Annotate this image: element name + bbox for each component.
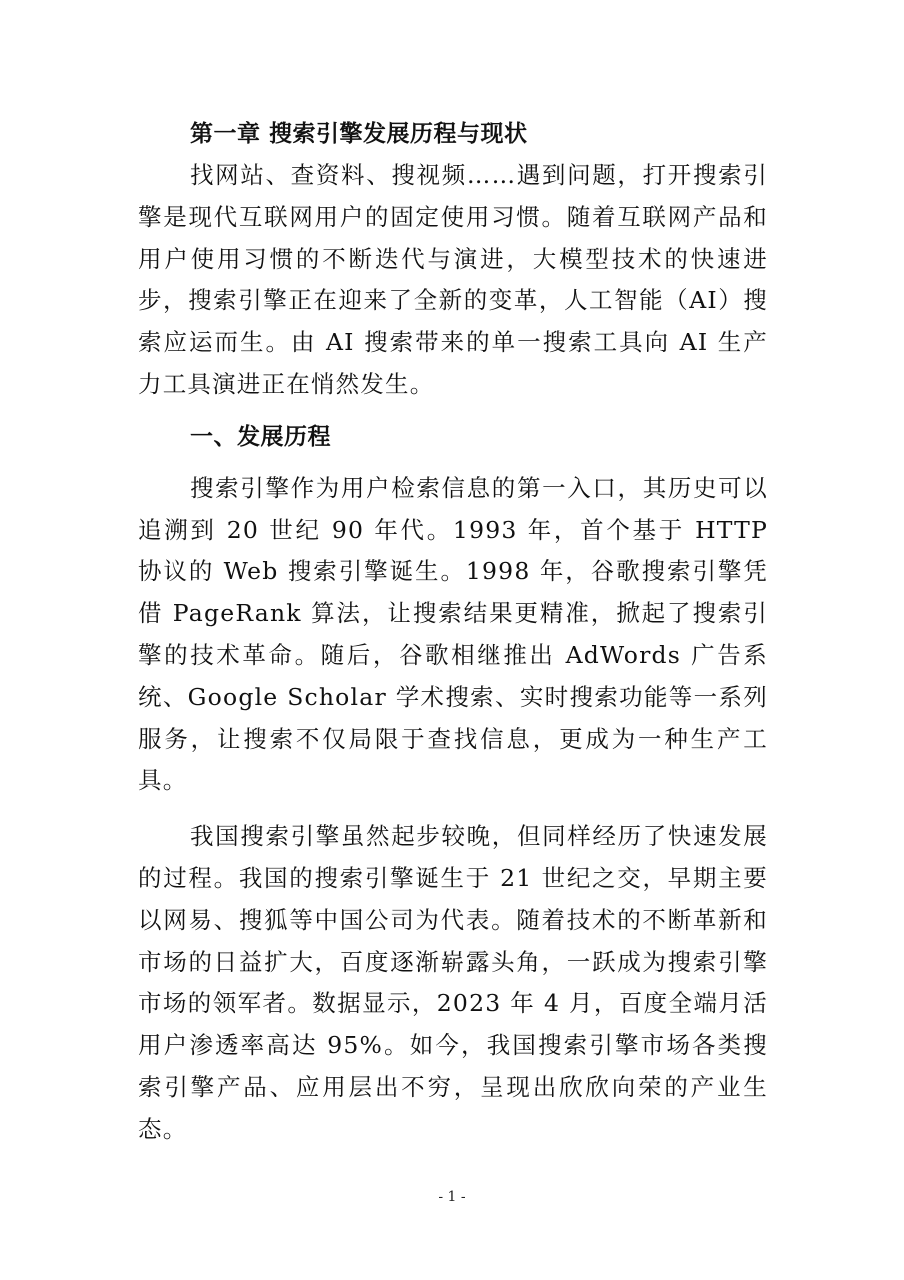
chapter-title: 第一章 搜索引擎发展历程与现状 bbox=[190, 120, 528, 147]
page-number: - 1 - bbox=[438, 1189, 466, 1205]
intro-paragraph: 找网站、查资料、搜视频……遇到问题，打开搜索引擎是现代互联网用户的固定使用习惯。随着互联网产品和用户使用习惯的不断迭代与演进，大模型技术的快速进步，搜索引擎正在迎来了全新的变革，人工智能（AI）搜索应运而生。由 AI 搜索带来的单一搜索工具向 AI 生产力工具演进正在悄然发生。 bbox=[138, 161, 768, 398]
history-paragraph-global: 搜索引擎作为用户检索信息的第一入口，其历史可以追溯到 20 世纪 90 年代。1993 年，首个基于 HTTP 协议的 Web 搜索引擎诞生。1998 年，谷歌搜索引擎凭借 PageRank 算法，让搜索结果更精准，掀起了搜索引擎的技术革命。随后，谷歌相继推出 AdWords 广告系统、Google Scholar 学术搜索、实时搜索功能等一系列服务，让搜索不仅局限于查找信息，更成为一种生产工具。 bbox=[138, 473, 768, 795]
page-body bbox=[138, 113, 768, 1151]
history-paragraph-china: 我国搜索引擎虽然起步较晚，但同样经历了快速发展的过程。我国的搜索引擎诞生于 21 世纪之交，早期主要以网易、搜狐等中国公司为代表。随着技术的不断革新和市场的日益扩大，百度逐渐崭露头角，一跃成为搜索引擎市场的领军者。数据显示，2023 年 4 月，百度全端月活用户渗透率高达 95%。如今，我国搜索引擎市场各类搜索引擎产品、应用层出不穷，呈现出欣欣向荣的产业生态。 bbox=[138, 822, 768, 1143]
section-title: 一、发展历程 bbox=[190, 422, 331, 450]
